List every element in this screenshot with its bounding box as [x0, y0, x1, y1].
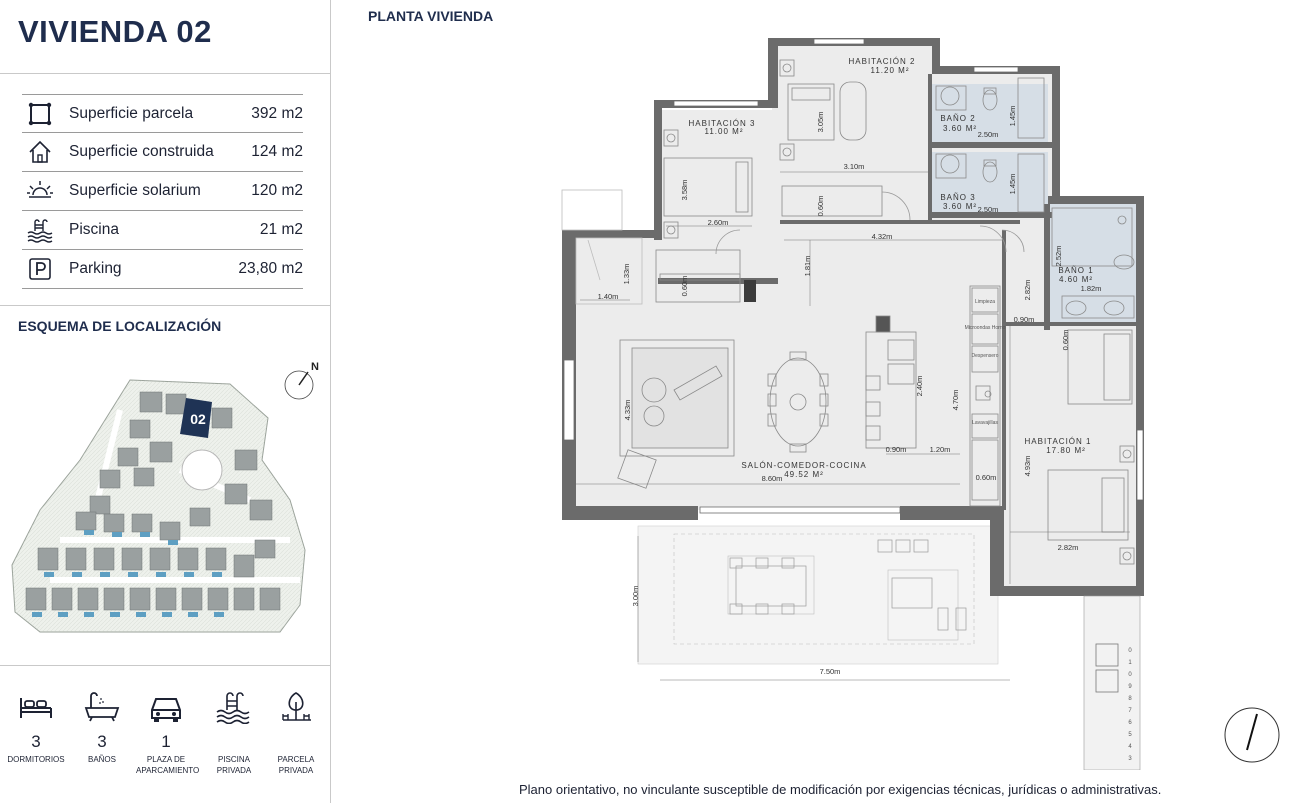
- section-divider: [0, 305, 331, 306]
- dim-label: 2.50m: [977, 130, 999, 139]
- spec-row-parking: [22, 250, 303, 289]
- kitchen-label: Limpieza: [974, 299, 996, 305]
- svg-text:8: 8: [1128, 696, 1132, 702]
- feature-pool: [204, 690, 264, 776]
- spec-label: Superficie parcela: [69, 104, 194, 122]
- feature-parking: [136, 690, 200, 776]
- plot-area-icon: [22, 99, 58, 129]
- salon-area: 49.52 M²: [784, 470, 824, 479]
- dim-label: 2.50m: [977, 205, 999, 214]
- floor-plan: [540, 30, 1160, 770]
- spec-value: 21 m2: [259, 221, 303, 238]
- dim-label: 3.10m: [843, 162, 865, 171]
- spec-value: 120 m2: [251, 182, 303, 199]
- svg-text:9: 9: [1128, 684, 1132, 690]
- hab3-area: 11.00 M²: [704, 127, 744, 136]
- dim-label: 4.32m: [871, 232, 893, 241]
- bano3-area: 3.60 M²: [942, 202, 978, 211]
- feature-label: PARCELA PRIVADA: [277, 755, 315, 775]
- unit-title: VIVIENDA 02: [18, 14, 212, 49]
- dim-label: 2.82m: [1057, 543, 1079, 552]
- north-arrow-icon: [1223, 706, 1281, 764]
- spec-table: [22, 94, 303, 289]
- bano1-name: BAÑO 1: [1058, 266, 1094, 275]
- exterior-stair: [1084, 596, 1140, 770]
- svg-text:3: 3: [1128, 756, 1132, 762]
- terrace: [638, 526, 998, 664]
- spec-label: Piscina: [69, 221, 119, 238]
- bano2-name: BAÑO 2: [940, 114, 976, 123]
- house-icon: [22, 137, 58, 167]
- dim-label: 4.70m: [951, 389, 960, 411]
- feature-icons: [0, 690, 331, 803]
- feature-number: 3: [31, 732, 41, 751]
- svg-text:5: 5: [1128, 732, 1132, 738]
- dim-label: 4.33m: [623, 399, 632, 421]
- dim-label: 0.60m: [1061, 329, 1070, 351]
- dim-label: 0.60m: [680, 275, 689, 297]
- hab1-name: HABITACIÓN 1: [1024, 437, 1092, 446]
- spec-row-piscina: [22, 211, 303, 250]
- hab3-name: HABITACIÓN 3: [688, 119, 756, 128]
- spec-value: 23,80 m2: [238, 260, 303, 277]
- section-divider: [0, 665, 331, 666]
- roundabout: [182, 450, 222, 490]
- tree-icon: [277, 690, 315, 724]
- kitchen-label: Despensero: [971, 353, 999, 359]
- feature-bathrooms: [72, 690, 132, 765]
- svg-text:7: 7: [1128, 708, 1132, 714]
- dim-label: 2.60m: [707, 218, 729, 227]
- dim-label: 1.20m: [929, 445, 951, 454]
- sun-icon: [22, 176, 58, 206]
- spec-value: 392 m2: [251, 104, 303, 122]
- bano1-area: 4.60 M²: [1058, 275, 1094, 284]
- spec-row-solarium: [22, 172, 303, 211]
- north-compass-icon: [285, 361, 319, 399]
- feature-number: [204, 732, 264, 752]
- north-label: N: [311, 361, 319, 373]
- feature-label: BAÑOS: [87, 755, 116, 764]
- bathtub-icon: [83, 690, 121, 724]
- car-icon: [147, 690, 185, 724]
- dim-label: 7.50m: [819, 667, 841, 676]
- dim-label: 1.45m: [1008, 173, 1017, 195]
- feature-number: 1: [161, 732, 171, 751]
- left-panel: [0, 0, 331, 803]
- feature-bedrooms: [6, 690, 66, 765]
- dim-label: 0.90m: [1013, 315, 1035, 324]
- parking-icon: [22, 254, 58, 284]
- disclaimer-text: Plano orientativo, no vinculante susceptible de modificación por exigencias técnicas, jurídicas o administrativas.: [519, 782, 1162, 797]
- svg-text:0: 0: [1128, 648, 1132, 654]
- dim-label: 1.82m: [1080, 284, 1102, 293]
- svg-text:0: 0: [1128, 672, 1132, 678]
- site-plan-map: [0, 350, 331, 650]
- dim-label: 1.45m: [1008, 105, 1017, 127]
- svg-text:6: 6: [1128, 720, 1132, 726]
- spec-label: Superficie solarium: [69, 182, 201, 199]
- dim-label: 3.58m: [680, 179, 689, 201]
- bano3-name: BAÑO 3: [940, 193, 976, 202]
- pool-ladder-icon: [214, 690, 254, 724]
- svg-text:1: 1: [1128, 660, 1132, 666]
- dim-label: 2.52m: [1054, 245, 1063, 267]
- feature-label: PISCINA PRIVADA: [216, 755, 252, 775]
- location-title: ESQUEMA DE LOCALIZACIÓN: [18, 318, 222, 334]
- spec-label: Superficie construida: [69, 143, 214, 160]
- title-divider: [0, 73, 331, 74]
- kitchen-label: Microondas Horno: [964, 325, 1006, 331]
- dim-label: 3.05m: [816, 111, 825, 133]
- svg-text:4: 4: [1128, 744, 1132, 750]
- pool-icon: [22, 215, 58, 245]
- dim-label: 2.40m: [915, 375, 924, 397]
- hab1-area: 17.80 M²: [1046, 446, 1086, 455]
- dim-label: 2.82m: [1023, 279, 1032, 301]
- dim-label: 8.60m: [761, 474, 783, 483]
- dim-label: 1.40m: [597, 292, 619, 301]
- spec-row-construida: [22, 133, 303, 172]
- dim-label: 1.33m: [622, 263, 631, 285]
- spec-value: 124 m2: [251, 143, 303, 160]
- feature-plot: [266, 690, 326, 776]
- kitchen-label: Lavavajillas: [972, 420, 998, 426]
- bano2-area: 3.60 M²: [942, 124, 978, 133]
- dim-label: 1.81m: [803, 255, 812, 277]
- dim-label: 0.90m: [885, 445, 907, 454]
- hab2-name: HABITACIÓN 2: [848, 57, 916, 66]
- feature-number: 3: [97, 732, 107, 751]
- dim-label: 0.60m: [816, 195, 825, 217]
- plan-title: PLANTA VIVIENDA: [368, 8, 494, 24]
- unit-tag: 02: [190, 411, 206, 427]
- bed-icon: [17, 690, 55, 724]
- spec-row-parcela: [22, 94, 303, 133]
- spec-label: Parking: [69, 260, 122, 277]
- feature-label: DORMITORIOS: [7, 755, 65, 764]
- feature-label: PLAZA DE APARCAMIENTO: [136, 755, 200, 775]
- hab2-area: 11.20 M²: [870, 66, 910, 75]
- dim-label: 0.60m: [975, 473, 997, 482]
- dim-label: 3.00m: [631, 585, 640, 607]
- feature-number: [266, 732, 326, 752]
- dim-label: 4.93m: [1023, 455, 1032, 477]
- salon-name: SALÓN-COMEDOR-COCINA: [741, 461, 867, 470]
